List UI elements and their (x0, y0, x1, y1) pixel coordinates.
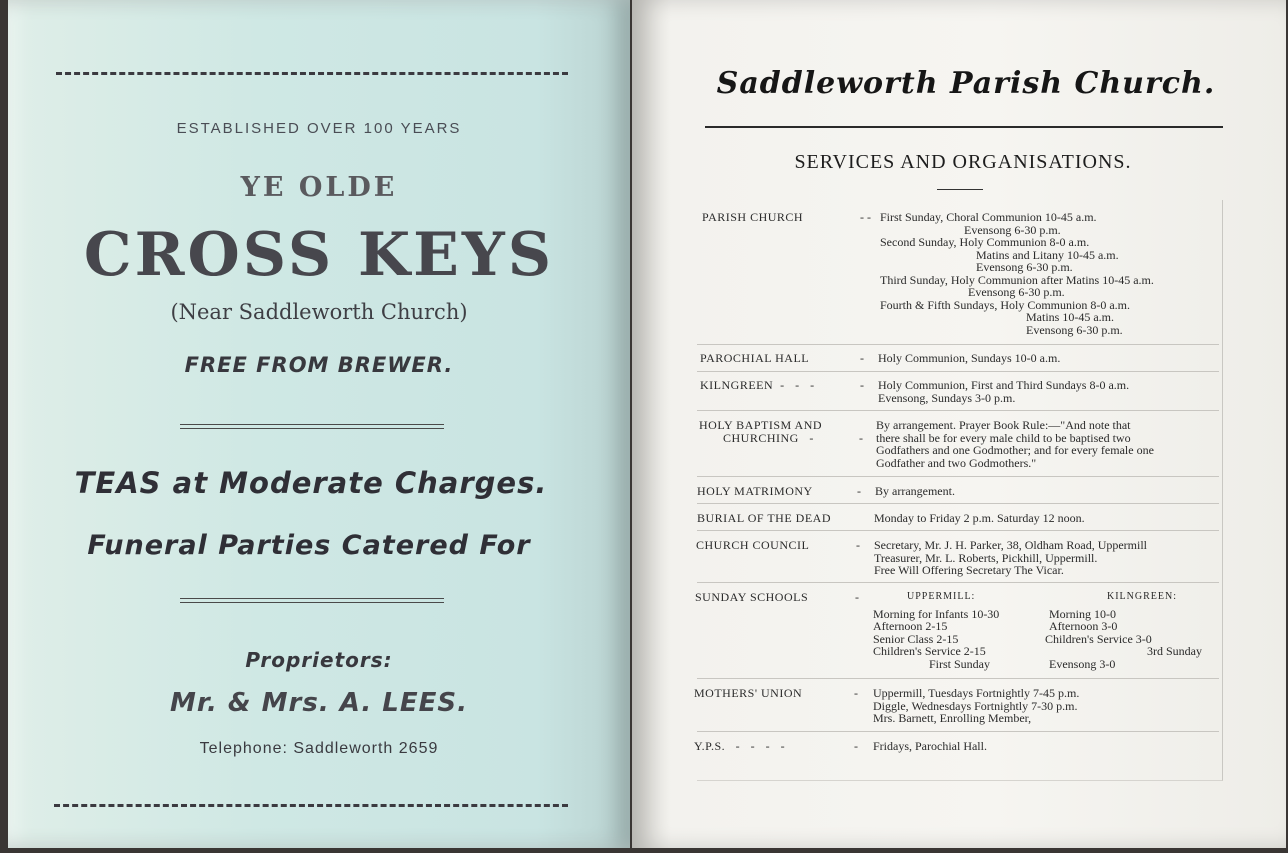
uppermill-heading: UPPERMILL: (907, 591, 976, 602)
row-separator (697, 371, 1219, 372)
row-separator (697, 678, 1219, 679)
desc-line: Fridays, Parochial Hall. (873, 739, 987, 753)
schedule-line: Morning 10-0 (1049, 606, 1116, 621)
entry-label: Y.P.S. - - - - (694, 739, 786, 753)
entry-description (880, 211, 1225, 336)
entry-dash: - (857, 484, 861, 498)
desc-line: Godfather and two Godmothers." (876, 455, 1037, 470)
schedule-line: Children's Service 3-0 (1045, 631, 1152, 646)
schedule-line: 3rd Sunday (1147, 644, 1202, 658)
church-title: Saddleworth Parish Church. (716, 66, 1216, 101)
left-page-advertisement (8, 0, 630, 848)
desc-line: Secretary, Mr. J. H. Parker, 38, Oldham Road, Uppermill (874, 538, 1148, 552)
schedule-line: Afternoon 2-15 (873, 619, 948, 633)
desc-line: Holy Communion, First and Third Sundays 8-0 a.m. (878, 378, 1130, 392)
entry-label: HOLY BAPTISM AND (699, 418, 823, 432)
entry-description (876, 419, 1221, 469)
entry-dash: - - (860, 210, 871, 224)
desc-line: there shall be for every male child to be baptised two (876, 430, 1131, 445)
row-separator (697, 530, 1219, 531)
entry-description (878, 379, 1223, 404)
title-rule (705, 126, 1223, 128)
desc-line: Second Sunday, Holy Communion 8-0 a.m. (880, 235, 1090, 249)
desc-line: Mrs. Barnett, Enrolling Member, (873, 711, 1032, 725)
entry-dash: - (859, 431, 863, 445)
desc-line: Evensong 6-30 p.m. (976, 260, 1073, 274)
entry-label: MOTHERS' UNION (694, 686, 803, 700)
desc-line: By arrangement. (875, 484, 955, 498)
entry-dash: - (854, 739, 858, 753)
entry-description (875, 485, 1220, 498)
entry-label: CHURCH COUNCIL (696, 538, 810, 552)
schedule-line: Children's Service 2-15 (873, 644, 986, 658)
section-title: SERVICES AND ORGANISATIONS. (794, 151, 1132, 173)
entry-label: BURIAL OF THE DEAD (697, 511, 831, 525)
row-separator (697, 582, 1219, 583)
desc-line: Uppermill, Tuesdays Fortnightly 7-45 p.m. (873, 686, 1080, 700)
entry-label-second-line: CHURCHING - (723, 431, 814, 445)
entry-description (874, 512, 1219, 525)
desc-line: Holy Communion, Sundays 10-0 a.m. (878, 351, 1061, 365)
schedule-line: Afternoon 3-0 (1049, 619, 1118, 633)
entry-description (873, 740, 1218, 753)
lower-divider (180, 598, 444, 603)
entry-description (878, 352, 1223, 365)
entry-dash: - (854, 686, 858, 700)
desc-line: First Sunday, Choral Communion 10-45 a.m. (880, 210, 1097, 224)
upper-divider (180, 424, 444, 429)
desc-line: Evensong 6-30 p.m. (1026, 322, 1123, 337)
desc-line: Evensong 6-30 p.m. (968, 285, 1065, 299)
row-separator (697, 731, 1219, 732)
desc-line: By arrangement. Prayer Book Rule:—"And note that (876, 418, 1131, 432)
proprietors-names: Mr. & Mrs. A. LEES. (170, 688, 468, 718)
section-underline (937, 189, 983, 190)
desc-line: Free Will Offering Secretary The Vicar. (874, 563, 1064, 577)
entry-description (873, 687, 1218, 725)
entry-label: PAROCHIAL HALL (700, 351, 810, 365)
ye-olde-text: YE OLDE (240, 172, 398, 203)
entry-dash: - (855, 590, 859, 604)
funeral-text: Funeral Parties Catered For (87, 530, 531, 561)
location-note: (Near Saddleworth Church) (170, 300, 468, 324)
desc-line: Fourth & Fifth Sundays, Holy Communion 8-0 a.m. (880, 297, 1131, 312)
row-separator (697, 503, 1219, 504)
kilngreen-column (1045, 591, 1217, 670)
entry-label: PARISH CHURCH (702, 210, 804, 224)
entry-dash: - (856, 538, 860, 552)
uppermill-column (873, 591, 1043, 670)
entry-dash: - (860, 378, 864, 392)
bottom-dashed-rule (54, 804, 568, 807)
row-separator (697, 410, 1219, 411)
desc-line: Godfathers and one Godmother; and for every female one (876, 443, 1154, 457)
desc-line: Diggle, Wednesdays Fortnightly 7-30 p.m. (873, 698, 1078, 713)
entry-dash: - (860, 351, 864, 365)
top-dashed-rule (56, 72, 568, 75)
established-text: ESTABLISHED OVER 100 YEARS (176, 120, 462, 137)
schedule-line: Evensong 3-0 (1049, 656, 1116, 671)
kilngreen-heading: KILNGREEN: (1107, 591, 1177, 602)
desc-line: Matins 10-45 a.m. (1026, 310, 1114, 324)
telephone-text: Telephone: Saddleworth 2659 (199, 740, 439, 757)
entry-label: SUNDAY SCHOOLS (695, 590, 809, 604)
teas-text: TEAS at Moderate Charges. (74, 466, 548, 500)
schedule-line: Senior Class 2-15 (873, 631, 959, 646)
desc-line: Third Sunday, Holy Communion after Matins 10-45 a.m. (880, 272, 1154, 287)
desc-line: Evensong, Sundays 3-0 p.m. (878, 390, 1016, 405)
desc-line: Monday to Friday 2 p.m. Saturday 12 noon. (874, 511, 1085, 525)
entry-label: HOLY MATRIMONY (697, 484, 813, 498)
row-separator (697, 476, 1219, 477)
free-from-brewer: FREE FROM BREWER. (184, 353, 454, 377)
desc-line: Treasurer, Mr. L. Roberts, Pickhill, Uppermill. (874, 550, 1098, 565)
schedule-line: Morning for Infants 10-30 (873, 606, 1000, 621)
entry-description (874, 539, 1219, 577)
proprietors-label: Proprietors: (245, 648, 393, 672)
inn-name: CROSS KEYS (83, 220, 555, 290)
row-separator (697, 344, 1219, 345)
desc-line: Matins and Litany 10-45 a.m. (976, 247, 1119, 262)
schedule-line: First Sunday (929, 656, 991, 671)
entry-label: KILNGREEN - - - (700, 378, 815, 392)
desc-line: Evensong 6-30 p.m. (964, 222, 1061, 237)
